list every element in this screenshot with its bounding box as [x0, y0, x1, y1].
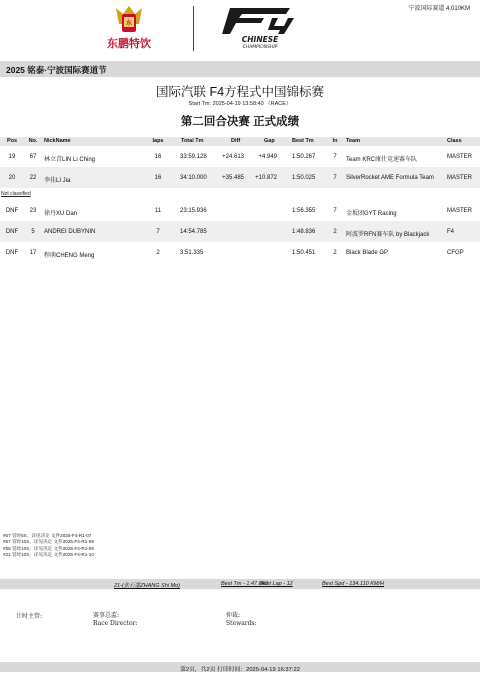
cell-best: 1:48.836: [292, 229, 316, 235]
result-title: 第二回合决赛 正式成绩: [180, 116, 300, 128]
cell-laps: 2: [156, 250, 160, 256]
penalty-note: #67 罚时5S，详见决定 文件2025-F4-R1-07: [3, 533, 92, 538]
cell-name: 程萌CHENG Meng: [44, 253, 95, 259]
championship-title: 国际汽联 F4方程式中国锦标赛: [155, 85, 325, 99]
header-nickname: NickName: [44, 138, 71, 144]
cell-name: 林立青LIN Li Ching: [44, 157, 96, 163]
dongpeng-emblem: [116, 6, 142, 32]
table-row: [0, 221, 480, 242]
cell-pos: DNF: [5, 229, 19, 235]
cell-no: 22: [29, 175, 37, 181]
cell-team: Black Blade GP: [346, 250, 389, 256]
cell-diff: +35.485: [222, 175, 244, 181]
penalty-notes: [3, 533, 94, 558]
race-director-signature: [93, 612, 137, 628]
cell-gap: +4.949: [258, 154, 277, 160]
header-team: Team: [346, 138, 360, 144]
cell-laps: 16: [154, 154, 162, 160]
brand-left-text: 东鹏特饮: [107, 37, 151, 50]
fastest-best-lap: Best Lap - 12: [260, 581, 293, 587]
penalty-note: #21 罚时10S，详见决定 文件2025-F4-R1-10: [3, 551, 94, 557]
table-header: [0, 137, 480, 146]
race-director-label-en: Race Director:: [93, 620, 138, 627]
header-gap: Gap: [264, 138, 275, 144]
penalty-note: #67 罚时10S，详见决定 文件2025-F4-R1-08: [3, 539, 94, 545]
fastest-driver: 21-(张石墨ZHANG Shi Mo): [114, 583, 181, 589]
cell-best: 1:50.025: [292, 175, 316, 181]
stewards-label-en: Stewards:: [226, 620, 257, 627]
header-pos: Pos: [6, 138, 18, 144]
cell-pos: 20: [8, 175, 16, 181]
cell-diff: +24.613: [222, 154, 244, 160]
cell-in: 7: [333, 208, 337, 214]
cell-no: 67: [29, 154, 37, 160]
timekeeper-signature: [16, 613, 42, 621]
brand-right-line1: CHINESE: [241, 35, 279, 44]
cell-name: 李佳LI Jia: [44, 178, 71, 184]
header-class: Class: [447, 138, 462, 144]
header-diff: Diff: [231, 138, 241, 144]
cell-name: ANDREI DUBYNIN: [44, 229, 96, 235]
start-time-line: Start Tm: 2025-04-19 13:58:40 （RACE）: [188, 101, 292, 107]
svg-text:东: 东: [125, 20, 133, 27]
cell-pos: 19: [8, 154, 16, 160]
footer-page-info: 第2页，共2页 打印时间：2025-04-19 16:37:22: [180, 667, 300, 673]
cell-total: 34:10.000: [180, 175, 207, 181]
circuit-label: 宁波国际赛道 4.010KM: [408, 6, 470, 12]
cell-class: CFGP: [447, 250, 464, 256]
penalty-note: #58 罚时10S，详见决定 文件2025-F4-R1-09: [3, 545, 94, 551]
cell-total: 23:15.936: [180, 208, 207, 214]
cell-in: 2: [333, 250, 337, 256]
table-row: [0, 167, 480, 188]
cell-total: 33:59.128: [180, 154, 207, 160]
not-classified-spacer: [0, 188, 480, 200]
cell-class: MASTER: [447, 175, 473, 181]
series-title: 2025 铭泰·宁波国际赛道节: [6, 65, 107, 75]
header-no: No.: [28, 138, 38, 144]
table-row: [0, 146, 480, 167]
fastest-best-tm: Best Tm - 1:47.643: [221, 581, 268, 587]
header-best-tm: Best Tm: [292, 138, 314, 144]
cell-no: 17: [29, 250, 37, 256]
cell-no: 23: [29, 208, 37, 214]
cell-team: Team KRC康仕竞速赛车队: [346, 157, 418, 163]
dongpeng-logo: [92, 4, 166, 52]
cell-no: 5: [31, 229, 35, 235]
header-laps: laps: [152, 138, 164, 144]
cell-team: 阿波罗RFN赛车队 by Blackjack: [346, 232, 430, 238]
cell-class: MASTER: [447, 208, 473, 214]
f4-chinese-championship-logo: [212, 4, 308, 52]
header-total-tm: Total Tm: [181, 138, 204, 144]
cell-name: 徐丹XU Dan: [44, 211, 78, 217]
table-row: [0, 242, 480, 263]
cell-total: 3:51.335: [180, 250, 204, 256]
cell-team: 金坂团GYT Racing: [346, 211, 397, 217]
not-classified-label: Not classified: [1, 191, 31, 197]
timekeeper-label: 计时主管:: [16, 613, 43, 620]
cell-pos: DNF: [5, 250, 19, 256]
cell-class: MASTER: [447, 154, 473, 160]
cell-in: 7: [333, 154, 337, 160]
fastest-best-spd: Best Spd - 134.110 KM/H: [322, 581, 384, 587]
cell-pos: DNF: [5, 208, 19, 214]
header-in: In: [332, 138, 338, 144]
cell-in: 2: [333, 229, 337, 235]
stewards-label-cn: 仲裁:: [226, 612, 241, 619]
results-table: [0, 137, 480, 263]
cell-team: SilverRocket AME Formula Team: [346, 175, 434, 181]
cell-class: F4: [447, 229, 455, 235]
stewards-signature: [226, 612, 257, 628]
brand-right-line2: CHAMPIONSHIP: [242, 45, 278, 50]
race-director-label-cn: 赛事总监:: [93, 612, 120, 619]
cell-laps: 11: [154, 208, 162, 214]
cell-laps: 16: [154, 175, 162, 181]
table-row: [0, 200, 480, 221]
cell-best: 1:50.267: [292, 154, 316, 160]
logo-divider: [193, 6, 194, 51]
cell-in: 7: [333, 175, 337, 181]
cell-best: 1:56.355: [292, 208, 316, 214]
cell-total: 14:54.785: [180, 229, 207, 235]
f4-swoosh-icon: [222, 8, 294, 34]
cell-laps: 7: [156, 229, 160, 235]
cell-gap: +10.872: [255, 175, 277, 181]
cell-best: 1:50.451: [292, 250, 316, 256]
